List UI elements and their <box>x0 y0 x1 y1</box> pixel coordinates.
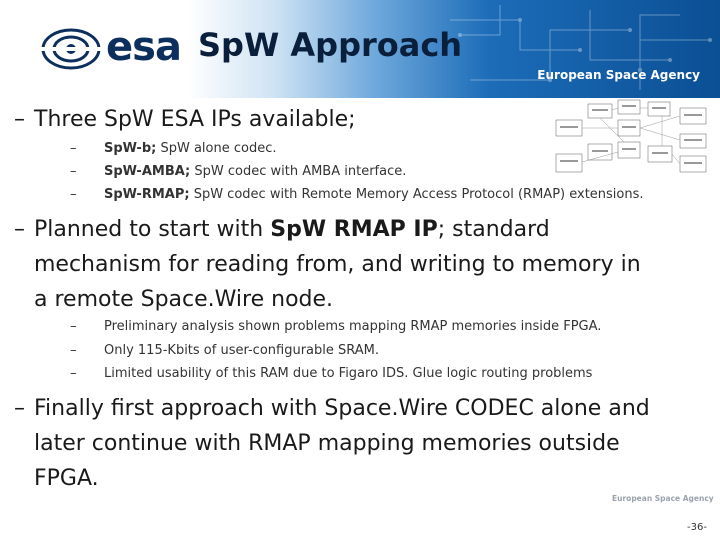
slide-title: SpW Approach <box>198 26 463 64</box>
esa-logo-text: esa <box>106 24 181 70</box>
ip-name: SpW-RMAP; <box>104 187 190 202</box>
bullet-dash: – <box>14 107 25 132</box>
ip-name: SpW-AMBA; <box>104 164 191 179</box>
footer-brand: European Space Agency <box>612 494 714 503</box>
bullet-text-line3: FPGA. <box>34 466 99 491</box>
ip-description: SpW codec with Remote Memory Access Protocol (RMAP) extensions. <box>189 187 644 202</box>
sub-bullet-sram <box>70 343 379 358</box>
sub-bullet-text: Limited usability of this RAM due to Figaro IDS. Glue logic routing problems <box>104 366 593 381</box>
sub-bullet-text: Only 115-Kbits of user-configurable SRAM. <box>104 343 380 358</box>
sub-bullet-dash: – <box>70 187 77 202</box>
bullet-text-continued: ; standard <box>437 217 550 242</box>
bullet-text-line3: a remote Space.Wire node. <box>34 287 334 312</box>
bullet-three-ips <box>14 102 710 137</box>
bullet-text: Planned to start with <box>34 217 271 242</box>
slide-header <box>0 0 720 98</box>
sub-bullet-text: Preliminary analysis shown problems mapping RMAP memories inside FPGA. <box>104 319 602 334</box>
bullet-dash: – <box>14 217 25 242</box>
sub-bullet-dash: – <box>70 366 77 381</box>
sub-bullet-analysis <box>70 319 601 334</box>
page-number: -36- <box>687 522 707 533</box>
sub-bullet-spw-rmap <box>70 187 644 202</box>
sub-bullet-spw-amba <box>70 164 406 179</box>
sub-bullet-usability <box>70 366 592 381</box>
agency-name: European Space Agency <box>537 68 700 82</box>
bullet-text-line2: mechanism for reading from, and writing to memory in <box>34 252 641 277</box>
bullet-text: Three SpW ESA IPs available; <box>34 107 356 132</box>
ip-name: SpW-b; <box>104 141 157 156</box>
bullet-first-approach <box>14 391 710 496</box>
sub-bullet-dash: – <box>70 141 77 156</box>
bullet-dash: – <box>14 396 25 421</box>
sub-bullet-spw-b <box>70 141 276 156</box>
bullet-emphasis: SpW RMAP IP <box>270 217 438 242</box>
bullet-planned-rmap <box>14 212 710 317</box>
sub-bullet-dash: – <box>70 343 77 358</box>
ip-description: SpW alone codec. <box>156 141 277 156</box>
bullet-text: Finally first approach with Space.Wire CODEC alone and <box>34 396 650 421</box>
esa-emblem-icon <box>40 28 102 70</box>
ip-description: SpW codec with AMBA interface. <box>190 164 407 179</box>
bullet-text-line2: later continue with RMAP mapping memories outside <box>34 431 620 456</box>
sub-bullet-dash: – <box>70 164 77 179</box>
circuit-pattern-decoration <box>440 0 720 98</box>
sub-bullet-dash: – <box>70 319 77 334</box>
